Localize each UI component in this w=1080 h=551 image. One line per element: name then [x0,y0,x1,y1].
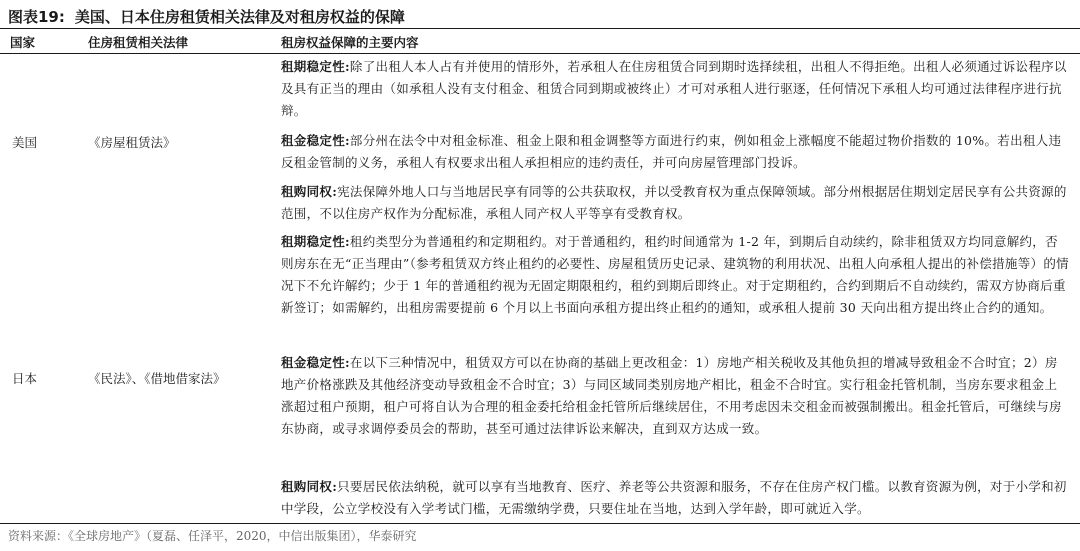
item-text: 在以下三种情况中，租赁双方可以在协商的基础上更改租金：1）房地产相关税收及其他负担的增减导致租金不合时宜；2）房地产价格涨跌及其他经济变动导致租金不合时宜；3）与同区域同类别房地产相比，租金不合时宜。实行租金托管机制，当房东要求租金上涨超过租户预期，租户可将自认为合理的租金委托给租金托管所后继续居住，不用考虑因未交租金而被强制搬出。租金托管后，可继续与房东协商，或寻求调停委员会的帮助，甚至可通过法律诉讼来解决，直到双方达成一致。 [281,355,1062,436]
figure-title [8,5,405,29]
japan-item-tenure-stability [281,231,1069,319]
top-rule [0,28,1080,29]
item-label: 租金稳定性: [281,355,350,370]
country-japan: 日本 [12,371,38,386]
header-protection: 租房权益保障的主要内容 [281,35,419,50]
usa-item-tenure-stability [281,56,1069,122]
bottom-rule [0,523,1080,524]
law-usa: 《房屋租赁法》 [88,135,176,150]
header-country: 国家 [10,35,36,50]
item-label: 租购同权: [281,184,338,199]
item-text: 除了出租人本人占有并使用的情形外，若承租人在住房租赁合同到期时选择续租，出租人不得拒绝。出租人必须通过诉讼程序以及具有正当的理由（如承租人没有支付租金、租赁合同到期或被终止）才可对承租人进行驱逐，任何情况下承租人均可通过法律程序进行抗辩。 [281,59,1067,118]
japan-item-rent-stability [281,352,1069,440]
usa-item-rent-buy-rights [281,181,1069,225]
item-text: 只要居民依法纳税，就可以享有当地教育、医疗、养老等公共资源和服务，不存在住房产权门槛。以教育资源为例，对于小学和初中学段，公立学校没有入学考试门槛，无需缴纳学费，只要住址在当地，达到入学年龄，即可就近入学。 [281,479,1067,516]
item-label: 租金稳定性: [281,133,350,148]
figure-title-text: 美国、日本住房租赁相关法律及对租房权益的保障 [74,8,405,26]
item-text: 宪法保障外地人口与当地居民享有同等的公共获取权，并以受教育权为重点保障领域。部分州根据居住期划定居民享有公共资源的范围，不以住房产权作为分配标准，承租人同产权人平等享有受教育权。 [281,184,1067,221]
law-japan: 《民法》、《借地借家法》 [88,371,226,386]
item-label: 租期稳定性: [281,59,350,74]
figure-number: 图表19: [8,8,65,26]
japan-item-rent-buy-rights [281,476,1069,520]
usa-item-rent-stability [281,130,1069,174]
header-rule [0,53,1080,54]
item-text: 部分州在法令中对租金标准、租金上限和租金调整等方面进行约束，例如租金上涨幅度不能超过物价指数的 10%。若出租人违反租金管制的义务，承租人有权要求出租人承担相应的违约责任，并可向房屋管理部门投诉。 [281,133,1062,170]
header-law: 住房租赁相关法律 [88,35,189,50]
item-label: 租购同权: [281,479,338,494]
item-text: 租约类型分为普通租约和定期租约。对于普通租约，租约时间通常为 1-2 年，到期后自动续约，除非租赁双方均同意解约，否则房东在无“正当理由”（参考租赁双方终止租约的必要性、房屋租赁历史记录、建筑物的利用状况、出租人向承租人提出的补偿措施等）的情况下不允许解约；少于 1 年的普通租约视为无固定期限租约，租约到期后即终止。对于定期租约，合约到期后不自动续约，需双方协商后重新签订；如需解约，出租房需要提前 6 个月以上书面向承租方提出终止租约的通知，或承租人提前 30 天向出租方提出终止合约的通知。 [281,234,1069,315]
item-label: 租期稳定性: [281,234,350,249]
source-note: 资料来源：《全球房地产》（夏磊、任泽平，2020，中信出版集团），华泰研究 [8,529,417,543]
country-usa: 美国 [12,135,38,150]
